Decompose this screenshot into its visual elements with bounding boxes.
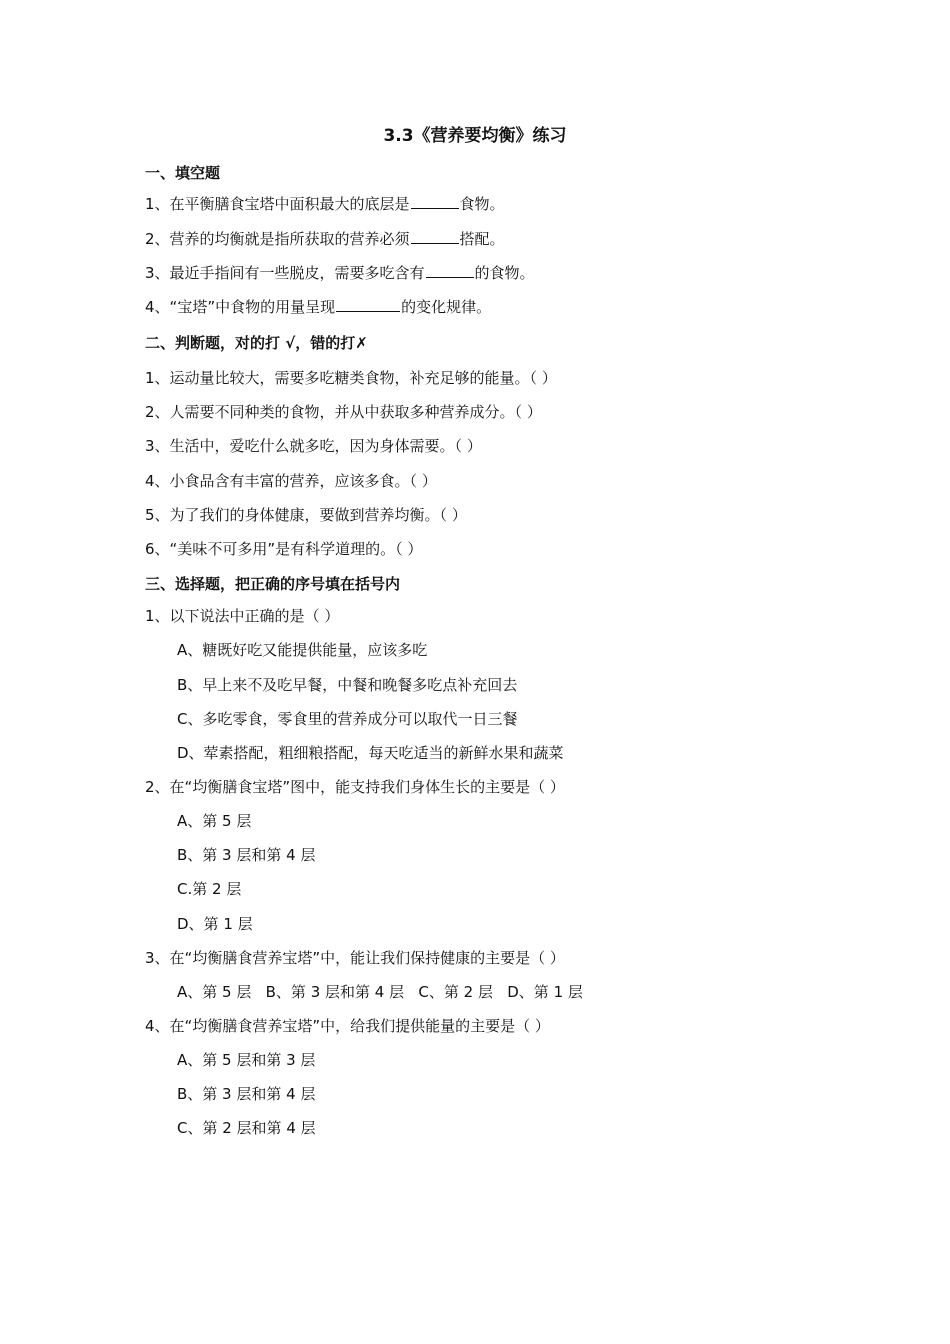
choice-option: D、第 1 层 — [177, 915, 253, 933]
question-text: 1、在平衡膳食宝塔中面积最大的底层是 — [145, 195, 410, 213]
choice-option: A、第 5 层 — [177, 812, 252, 830]
choice-question-4: 4、在“均衡膳食营养宝塔”中，给我们提供能量的主要是（ ） — [145, 1017, 550, 1035]
section-heading-multiple-choice: 三、选择题，把正确的序号填在括号内 — [145, 575, 401, 593]
choice-question-3: 3、在“均衡膳食营养宝塔”中，能让我们保持健康的主要是（ ） — [145, 949, 565, 967]
fill-blank-question-2 — [145, 228, 505, 250]
choice-question-1: 1、以下说法中正确的是（ ） — [145, 607, 340, 625]
answer-blank — [336, 296, 400, 312]
answer-blank — [426, 262, 474, 278]
fill-blank-question-3 — [145, 262, 535, 284]
choice-option: B、早上来不及吃早餐，中餐和晚餐多吃点补充回去 — [177, 676, 518, 694]
answer-blank — [411, 193, 459, 209]
true-false-question-1: 1、运动量比较大，需要多吃糖类食物，补充足够的能量。（ ） — [145, 369, 557, 387]
true-false-question-3: 3、生活中，爱吃什么就多吃，因为身体需要。（ ） — [145, 437, 482, 455]
section-heading-fill-blank: 一、填空题 — [145, 164, 221, 182]
question-text: 3、最近手指间有一些脱皮，需要多吃含有 — [145, 264, 425, 282]
question-text: 的食物。 — [474, 264, 535, 282]
choice-option: A、糖既好吃又能提供能量，应该多吃 — [177, 641, 428, 659]
question-text: 搭配。 — [459, 230, 505, 248]
choice-option: A、第 5 层和第 3 层 — [177, 1051, 316, 1069]
choice-option: C、多吃零食，零食里的营养成分可以取代一日三餐 — [177, 710, 518, 728]
fill-blank-question-1 — [145, 193, 505, 215]
choice-option: C.第 2 层 — [177, 880, 242, 898]
question-text: 4、“宝塔”中食物的用量呈现 — [145, 298, 336, 316]
choice-question-2: 2、在“均衡膳食宝塔”图中，能支持我们身体生长的主要是（ ） — [145, 778, 565, 796]
choice-options-inline: A、第 5 层 B、第 3 层和第 4 层 C、第 2 层 D、第 1 层 — [177, 983, 583, 1001]
question-text: 2、营养的均衡就是指所获取的营养必须 — [145, 230, 410, 248]
answer-blank — [411, 228, 459, 244]
section-heading-true-false: 二、判断题，对的打 √，错的打✗ — [145, 334, 368, 352]
true-false-question-2: 2、人需要不同种类的食物，并从中获取多种营养成分。（ ） — [145, 403, 542, 421]
true-false-question-4: 4、小食品含有丰富的营养，应该多食。（ ） — [145, 472, 437, 490]
document-title: 3.3《营养要均衡》练习 — [383, 126, 567, 146]
choice-option: B、第 3 层和第 4 层 — [177, 846, 316, 864]
choice-option: B、第 3 层和第 4 层 — [177, 1085, 316, 1103]
question-text: 的变化规律。 — [401, 298, 492, 316]
true-false-question-6: 6、“美味不可多用”是有科学道理的。（ ） — [145, 540, 423, 558]
choice-option: C、第 2 层和第 4 层 — [177, 1119, 316, 1137]
true-false-question-5: 5、为了我们的身体健康，要做到营养均衡。（ ） — [145, 506, 467, 524]
question-text: 食物。 — [459, 195, 505, 213]
choice-option: D、荤素搭配，粗细粮搭配，每天吃适当的新鲜水果和蔬菜 — [177, 744, 564, 762]
fill-blank-question-4 — [145, 296, 491, 318]
